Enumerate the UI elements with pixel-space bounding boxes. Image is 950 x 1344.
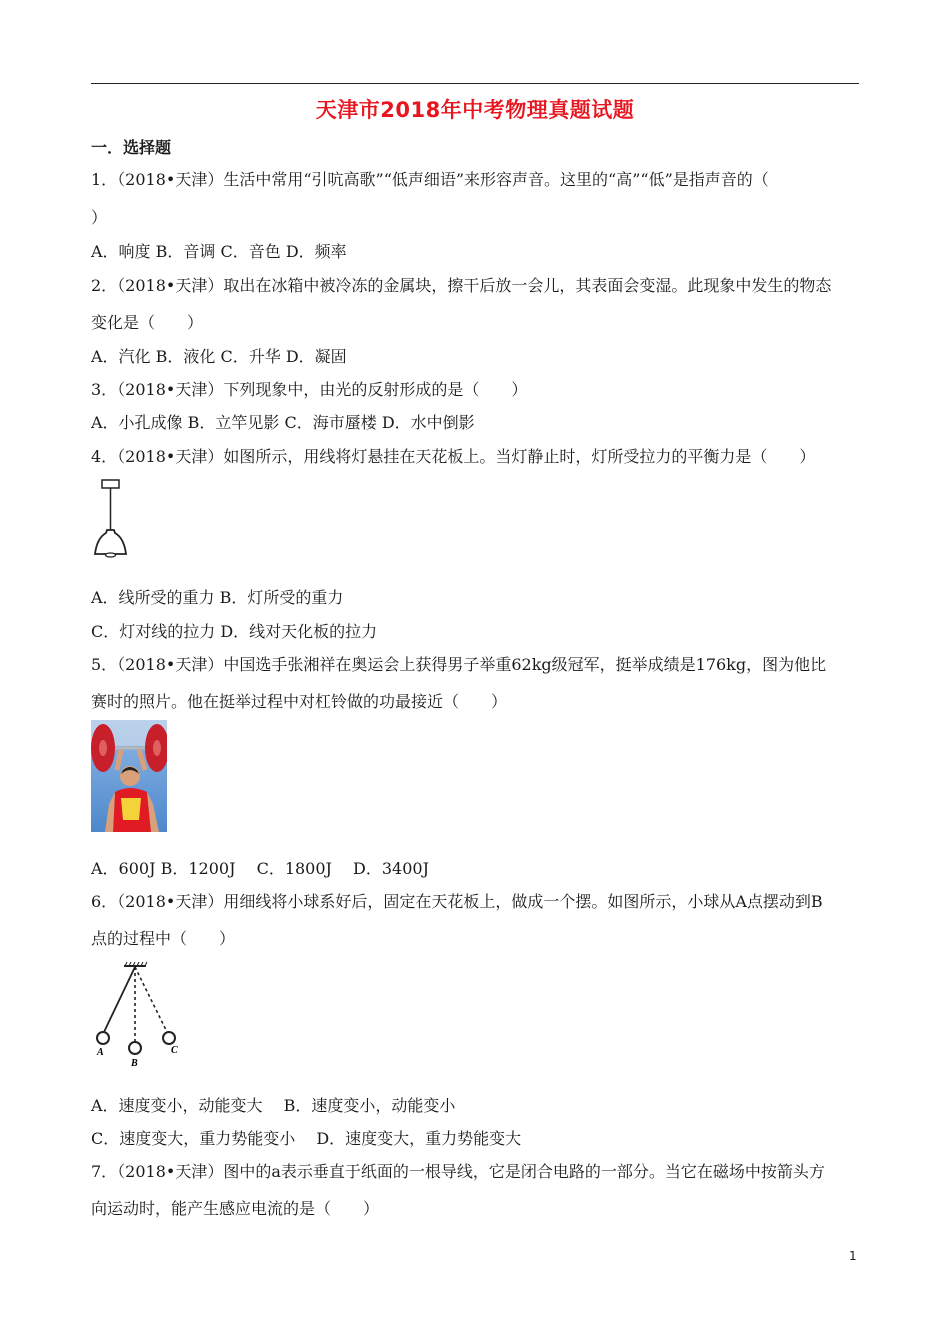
ball-b xyxy=(129,1042,141,1054)
question-5-options: A．600J B．1200J C．1800J D．3400J xyxy=(91,859,429,878)
weightlifter-photo xyxy=(91,720,167,832)
pendulum-string-c xyxy=(135,967,167,1032)
pendulum-string-a xyxy=(104,967,135,1032)
ball-a xyxy=(97,1032,109,1044)
label-b: B xyxy=(131,1058,138,1069)
question-4-options-2: C．灯对线的拉力 D．线对天化板的拉力 xyxy=(91,622,378,641)
question-6-text-cont: 点的过程中（ ） xyxy=(91,929,236,948)
page-title: 天津市2018年中考物理真题试题 xyxy=(315,98,635,122)
question-1-options: A．响度 B．音调 C．音色 D．频率 xyxy=(91,242,347,261)
section-heading: 一．选择题 xyxy=(91,138,172,157)
question-2-text-cont: 变化是（ ） xyxy=(91,313,204,332)
question-6-text: 6．（2018•天津）用细线将小球系好后，固定在天花板上，做成一个摆。如图所示，小球从A点摆动到B xyxy=(91,892,823,911)
lamp-bulb xyxy=(106,553,116,557)
question-5-text-cont: 赛时的照片。他在挺举过程中对杠铃做的功最接近（ ） xyxy=(91,692,508,711)
question-4-text: 4．（2018•天津）如图所示，用线将灯悬挂在天花板上。当灯静止时，灯所受拉力的平衡力是（ ） xyxy=(91,447,816,466)
ceiling-mount xyxy=(102,480,119,488)
label-c: C xyxy=(171,1045,178,1056)
question-5-text: 5．（2018•天津）中国选手张湘祥在奥运会上获得男子举重62kg级冠军，挺举成绩是176kg，图为他比 xyxy=(91,655,827,674)
question-6-options-2: C．速度变大，重力势能变小 D．速度变大，重力势能变大 xyxy=(91,1129,522,1148)
ball-c xyxy=(163,1032,175,1044)
question-6-options-1: A．速度变小，动能变大 B．速度变小，动能变小 xyxy=(91,1096,456,1115)
pendulum-figure xyxy=(90,960,185,1070)
question-3-options: A．小孔成像 B．立竿见影 C．海市蜃楼 D．水中倒影 xyxy=(91,413,475,432)
question-4-options-1: A．线所受的重力 B．灯所受的重力 xyxy=(91,588,344,607)
question-7-text-cont: 向运动时，能产生感应电流的是（ ） xyxy=(91,1199,380,1218)
label-a: A xyxy=(97,1047,104,1058)
page-number: 1 xyxy=(849,1249,857,1263)
question-1-text-cont: ） xyxy=(91,208,108,227)
question-3-text: 3．（2018•天津）下列现象中，由光的反射形成的是（ ） xyxy=(91,380,528,399)
plate-hub-right xyxy=(153,740,161,756)
question-2-options: A．汽化 B．液化 C．升华 D．凝固 xyxy=(91,347,347,366)
question-2-text: 2．（2018•天津）取出在冰箱中被冷冻的金属块，擦干后放一会儿，其表面会变湿。此现象中发生的物态 xyxy=(91,276,832,295)
lamp-shade xyxy=(95,530,126,554)
question-1-text: 1．（2018•天津）生活中常用“引吭高歌”“低声细语”来形容声音。这里的“高”“低”是指声音的（ xyxy=(91,170,769,189)
question-7-text: 7．（2018•天津）图中的a表示垂直于纸面的一根导线，它是闭合电路的一部分。当它在磁场中按箭头方 xyxy=(91,1162,825,1181)
singlet-panel xyxy=(121,798,141,820)
header-rule xyxy=(91,83,859,84)
hanging-lamp-figure xyxy=(90,478,132,560)
plate-hub-left xyxy=(99,740,107,756)
